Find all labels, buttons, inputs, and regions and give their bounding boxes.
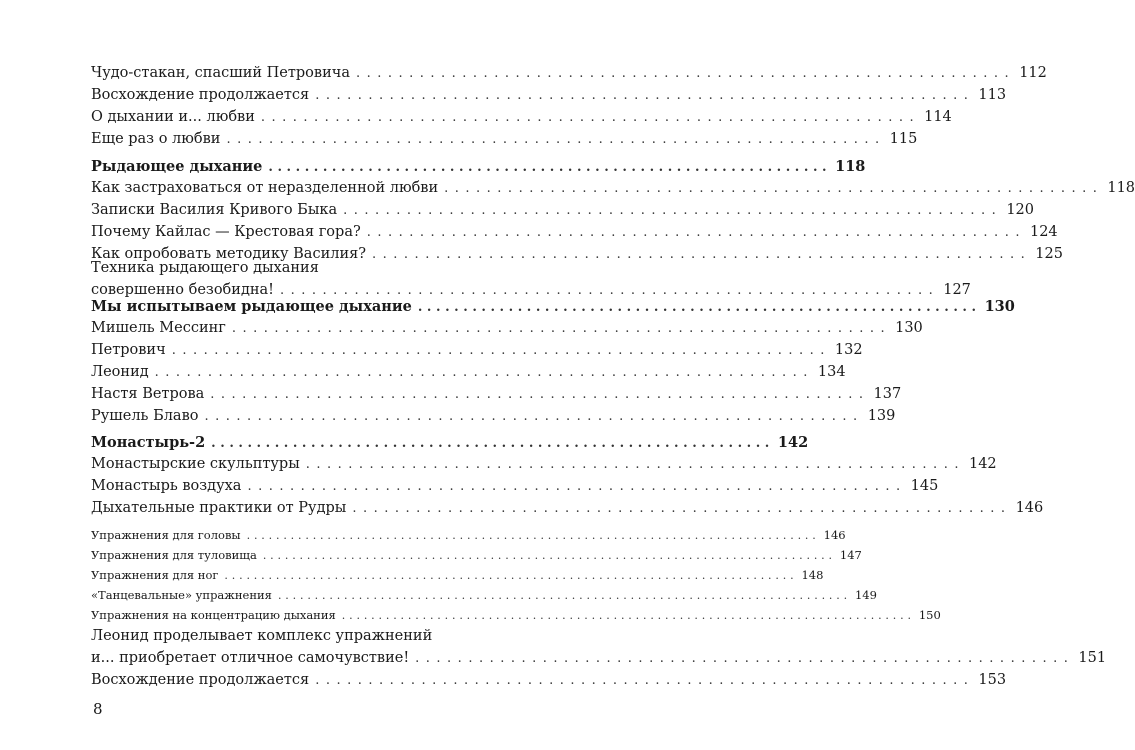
dot-leader: .............................................................. — [372, 247, 1032, 262]
toc-entry-page: 127 — [943, 282, 971, 298]
toc-entry — [91, 342, 863, 358]
toc-entry-page: 151 — [1078, 650, 1107, 666]
dot-leader: .............................................................................. — [262, 549, 836, 562]
toc-entry-page: 114 — [924, 109, 952, 125]
dot-leader: .............................................................. — [280, 283, 940, 298]
toc-entry-title: Монастырь воздуха — [91, 478, 242, 494]
dot-leader: .............................................................. — [417, 300, 981, 315]
toc-entry-page: 113 — [978, 87, 1007, 103]
toc-subentry-title: «Танцевальные» упражнения — [91, 588, 272, 602]
toc-subentry-page: 148 — [801, 568, 824, 582]
toc-entry-title: Чудо-стакан, спасший Петровича — [91, 65, 350, 81]
dot-leader: .............................................................. — [154, 365, 814, 380]
dot-leader: .............................................................. — [343, 203, 1003, 218]
dot-leader: .............................................................. — [415, 651, 1075, 666]
toc-subentry — [91, 568, 824, 582]
toc-entry — [91, 650, 1107, 666]
toc-entry-page: 153 — [978, 672, 1007, 688]
toc-entry-title: Еще раз о любви — [91, 131, 221, 147]
toc-entry-title: Мишель Мессинг — [91, 320, 226, 336]
dot-leader: .............................................................. — [211, 436, 774, 451]
toc-subentry-page: 150 — [918, 608, 941, 622]
toc-subentry — [91, 528, 846, 542]
toc-entry — [91, 386, 902, 402]
toc-entry — [91, 478, 939, 494]
toc-entry-title: Как опробовать методику Василия? — [91, 246, 367, 262]
toc-entry-title: Почему Кайлас — Крестовая гора? — [91, 224, 361, 240]
toc-entry-page: 132 — [834, 342, 863, 358]
dot-leader: .............................................................. — [204, 409, 864, 424]
toc-entry-page: 139 — [867, 408, 896, 424]
toc-entry-title: Восхождение продолжается — [91, 87, 310, 103]
toc-entry-page: 146 — [1015, 500, 1044, 516]
page-number: 8 — [93, 700, 103, 718]
dot-leader: .............................................................................. — [224, 569, 798, 582]
toc-entry-title: Леонид — [91, 364, 149, 380]
toc-entry-page: 118 — [1107, 180, 1135, 196]
toc-entry-page: 124 — [1029, 224, 1058, 240]
toc-entry — [91, 672, 1007, 688]
toc-entry — [91, 320, 923, 336]
toc-entry-page: 145 — [910, 478, 939, 494]
toc-entry-page: 130 — [895, 320, 923, 336]
toc-subentry — [91, 548, 862, 562]
toc-section-title: Мы испытываем рыдающее дыхание — [91, 298, 412, 315]
toc-entry — [91, 408, 896, 424]
dot-leader: .............................................................. — [305, 457, 965, 472]
dot-leader: .............................................................. — [247, 479, 907, 494]
toc-entry-page: 112 — [1019, 65, 1047, 81]
toc-entry-page: 142 — [968, 456, 997, 472]
toc-entry-title: О дыхании и... любви — [91, 109, 255, 125]
toc-entry-title: совершенно безобидна! — [91, 282, 275, 298]
toc-subentry-page: 149 — [854, 588, 877, 602]
toc-entry-title: Дыхательные практики от Рудры — [91, 500, 347, 516]
toc-entry-title: Петрович — [91, 342, 166, 358]
toc-section-title: Рыдающее дыхание — [91, 158, 263, 175]
dot-leader: .............................................................. — [226, 132, 886, 147]
toc-entry-title: Монастырские скульптуры — [91, 456, 300, 472]
dot-leader: .............................................................. — [366, 225, 1026, 240]
dot-leader: .............................................................. — [355, 66, 1016, 81]
dot-leader: .............................................................................. — [341, 609, 915, 622]
toc-entry — [91, 500, 1044, 516]
dot-leader: .............................................................................. — [277, 589, 851, 602]
dot-leader: .............................................................. — [260, 110, 921, 125]
toc-entry-title: Настя Ветрова — [91, 386, 205, 402]
toc-entry-title-line1: Леонид проделывает комплекс упражнений — [91, 628, 433, 644]
toc-section — [91, 298, 1015, 315]
dot-leader: .............................................................. — [315, 88, 975, 103]
toc-subentry-page: 146 — [823, 528, 846, 542]
toc-section — [91, 434, 809, 451]
toc-subentry-title: Упражнения для туловища — [91, 548, 257, 562]
dot-leader: .............................................................. — [268, 160, 832, 175]
toc-entry — [91, 456, 997, 472]
toc-subentry — [91, 588, 877, 602]
toc-subentry-page: 147 — [839, 548, 862, 562]
toc-subentry-title: Упражнения для ног — [91, 568, 219, 582]
toc-section-page: 142 — [777, 434, 809, 451]
toc-entry-page: 115 — [889, 131, 918, 147]
dot-leader: .............................................................. — [171, 343, 831, 358]
toc-section-title: Монастырь-2 — [91, 434, 206, 451]
toc-entry-title: Как застраховаться от неразделенной любви — [91, 180, 439, 196]
toc-entry-title: Записки Василия Кривого Быка — [91, 202, 338, 218]
dot-leader: .............................................................. — [231, 321, 892, 336]
toc-entry-title: Восхождение продолжается — [91, 672, 310, 688]
dot-leader: .............................................................. — [352, 501, 1012, 516]
dot-leader: .............................................................. — [315, 673, 975, 688]
toc-subentry-title: Упражнения для головы — [91, 528, 241, 542]
toc-entry-page: 125 — [1035, 246, 1063, 262]
toc-entry-title-line1: Техника рыдающего дыхания — [91, 260, 319, 276]
toc-entry-title: и... приобретает отличное самочувствие! — [91, 650, 410, 666]
toc-entry-title: Рушель Блаво — [91, 408, 199, 424]
toc-entry — [91, 364, 846, 380]
toc-section-page: 130 — [984, 298, 1015, 315]
toc-subentry — [91, 608, 941, 622]
toc-entry-page: 137 — [873, 386, 902, 402]
dot-leader: .............................................................................. — [246, 529, 820, 542]
dot-leader: .............................................................. — [444, 181, 1104, 196]
toc-entry-page: 134 — [817, 364, 846, 380]
toc-entry-page: 120 — [1006, 202, 1034, 218]
toc-section-page: 118 — [835, 158, 866, 175]
dot-leader: .............................................................. — [210, 387, 870, 402]
toc-subentry-title: Упражнения на концентрацию дыхания — [91, 608, 336, 622]
